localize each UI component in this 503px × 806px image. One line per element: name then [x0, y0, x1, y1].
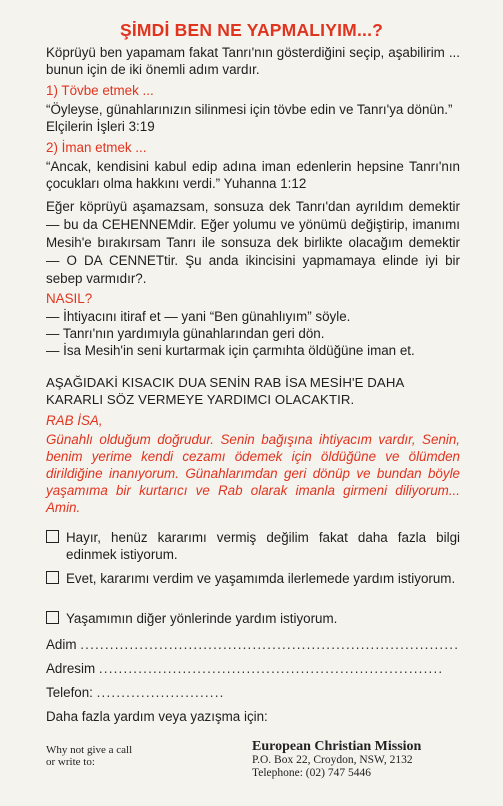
step1-heading: 1) Tövbe etmek ... [46, 83, 154, 98]
prayer-text: Günahlı olduğum doğrudur. Senin bağışına ihtiyacım vardır, Senin, benim yerime kendi cezamı ödemek için öldüğüne ve ölümden dirildiğine inanıyorum. Günahlarımdan geri dönüp ve bundan böyle yaşamıma bir kurtarıcı ve Rab olarak imanla girmeni diliyorum... Amin. [46, 432, 460, 515]
org-name: European Christian Mission [252, 739, 422, 754]
name-dotted-line: ............................................................................. [80, 637, 460, 652]
how-item: — Tanrı'nın yardımıyla günahlarından geri dön. [46, 326, 325, 341]
checkbox-other-help[interactable] [46, 611, 59, 624]
checkbox-label: Evet, kararımı verdim ve yaşamımda ilerlemede yardım istiyorum. [66, 571, 456, 586]
name-label: Adim [46, 637, 77, 652]
step1-text: “Öyleyse, günahlarınızın silinmesi için tövbe edin ve Tanrı'ya dönün.” Elçilerin İşleri 3:19 [46, 102, 453, 134]
footer-left-line: or write to: [46, 756, 95, 768]
step2-text: “Ancak, kendisini kabul edip adına iman edenlerin hepsine Tanrı'nın çocukları olma hakkını verdi.” Yuhanna 1:12 [46, 159, 460, 191]
prayer-heading: RAB İSA, [46, 413, 103, 428]
footer-left-line: Why not give a call [46, 744, 133, 756]
org-phone: Telephone: (02) 747 5446 [252, 766, 371, 779]
checkbox-label: Yaşamımın diğer yönlerinde yardım istiyorum. [66, 611, 338, 626]
page-title: ŞİMDİ BEN NE YAPMALIYIM...? [119, 20, 384, 40]
how-heading: NASIL? [46, 291, 93, 306]
step2-heading: 2) İman etmek ... [46, 140, 147, 155]
name-field[interactable] [46, 636, 460, 653]
address-field[interactable] [46, 660, 460, 677]
more-help-text: Daha fazla yardım veya yazışma için: [46, 709, 268, 724]
footer-call-prompt [46, 744, 132, 768]
checkbox-decided[interactable] [46, 571, 59, 584]
address-dotted-line: ...................................................................... [98, 661, 444, 676]
phone-dotted-line: .......................... [96, 685, 225, 700]
how-item: — İsa Mesih'in seni kurtarmak için çarmıhta öldüğüne iman et. [46, 343, 415, 358]
phone-label: Telefon: [46, 685, 93, 700]
how-item: — İhtiyacını itiraf et — yani “Ben günahlıyım” söyle. [46, 309, 351, 324]
bridge-paragraph: Eğer köprüyü aşamazsam, sonsuza dek Tanrı'dan ayrıldım demektir — bu da CEHENNEMdir. Eğer yolumu ve yönümü değiştirip, imanımı Mesih'e bırakırsam Tanrı ile sonsuza dek birlikte olacağım demektir — O DA CENNETtir. Şu anda ikincisini yapmamaya elinde iyi bir sebep varmıdır?. [46, 199, 460, 286]
address-label: Adresim [46, 661, 96, 676]
caps-paragraph: AŞAĞIDAKİ KISACIK DUA SENİN RAB İSA MESİH'E DAHA KARARLI SÖZ VERMEYE YARDIMCI OLACAKTIR. [46, 375, 404, 407]
how-list [46, 308, 460, 359]
checkbox-more-info[interactable] [46, 530, 59, 543]
intro-paragraph: Köprüyü ben yapamam fakat Tanrı'nın gösterdiğini seçip, aşabilirim ... bunun için de iki önemli adım vardır. [46, 45, 460, 77]
org-address: P.O. Box 22, Croydon, NSW, 2132 [252, 754, 413, 766]
footer-contact [252, 739, 421, 779]
checkbox-label: Hayır, henüz kararımı vermiş değilim fakat daha fazla bilgi edinmek istiyorum. [66, 530, 460, 562]
phone-field[interactable] [46, 684, 460, 701]
